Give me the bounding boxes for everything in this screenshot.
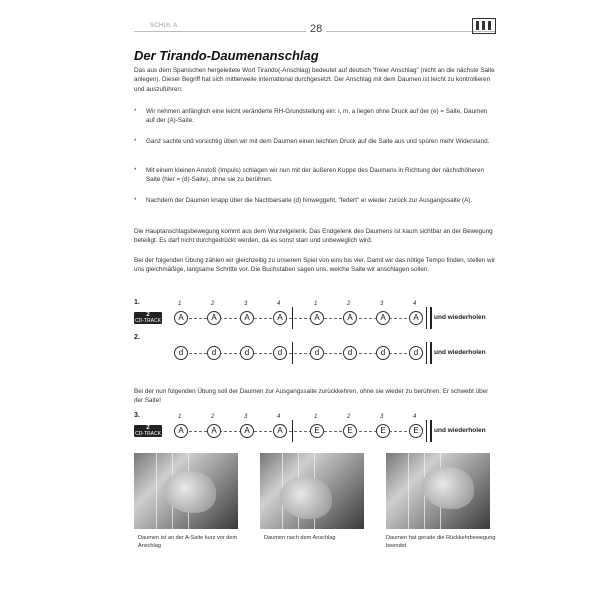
beat-count: 1 <box>314 414 318 420</box>
beat-count: 4 <box>413 414 417 420</box>
beat-count: 3 <box>380 414 384 420</box>
string-note: A <box>207 311 221 325</box>
exercise-3 <box>134 412 496 444</box>
beat-count: 4 <box>413 301 417 307</box>
photo-thumb-before-stroke <box>134 453 238 529</box>
bullet-star: * <box>134 138 137 145</box>
cd-track-icon <box>134 312 162 324</box>
photo-thumb-after-stroke <box>260 453 364 529</box>
beat-count: 2 <box>211 414 215 420</box>
exercise-number: 1. <box>134 299 140 306</box>
measure-bar <box>292 342 293 364</box>
repeat-label: und wiederholen <box>434 427 486 434</box>
string-note: E <box>376 424 390 438</box>
beat-count: 4 <box>277 301 281 307</box>
page-title: Der Tirando-Daumenanschlag <box>134 48 319 63</box>
photo-thumb-return <box>386 453 490 529</box>
string-note: A <box>273 311 287 325</box>
cd-track-label: CD-TRACK <box>135 431 161 437</box>
intro-paragraph: Das aus dem Spanischen hergeleitete Wort Tirando(-Anschlag) bedeutet auf deutsch "freier Anschlag" (nicht an die nächste Saite anlegen). Dieser Begriff hat sich mittlerweile international durchgesetzt. Der Anschlag mit dem Daumen ist leicht zu kontrollieren und auszuführen: <box>134 67 495 93</box>
string-note: d <box>207 346 221 360</box>
string-note: d <box>240 346 254 360</box>
bullet-text: Mit einem kleinen Anstoß (Impuls) schlagen wir nun mit der äußeren Kuppe des Daumens in Richtung der nächsthöheren Saite (hier = (d)-Saite), ohne sie zu berühren. <box>146 167 485 184</box>
photo-caption: Daumen ist an der A-Saite kurz vor dem Anschlag <box>138 535 238 549</box>
string-note: A <box>174 424 188 438</box>
beat-count: 2 <box>211 301 215 307</box>
string-note: d <box>174 346 188 360</box>
repeat-label: und wiederholen <box>434 349 486 356</box>
publisher-logo-icon <box>472 18 496 34</box>
bullet-text: Ganz sachte und vorsichtig üben wir mit dem Daumen einen leichten Druck auf die Saite aus und spüren mehr Widerstand. <box>146 138 490 145</box>
string-note: E <box>343 424 357 438</box>
beat-count: 1 <box>178 414 182 420</box>
bullet-star: * <box>134 197 137 204</box>
final-barline <box>426 342 432 364</box>
exercise-number: 2. <box>134 334 140 341</box>
string-note: d <box>273 346 287 360</box>
page-header <box>134 16 496 40</box>
exercise-number: 3. <box>134 412 140 419</box>
string-note: d <box>409 346 423 360</box>
measure-bar <box>292 420 293 442</box>
beat-count: 2 <box>347 414 351 420</box>
beat-count: 1 <box>178 301 182 307</box>
photo-caption: Daumen hat gerade die Rückkehrbewegung beendet <box>386 535 496 549</box>
final-barline <box>426 420 432 442</box>
string-note: A <box>174 311 188 325</box>
beat-count: 4 <box>277 414 281 420</box>
string-note: A <box>376 311 390 325</box>
string-note: E <box>409 424 423 438</box>
string-note: A <box>409 311 423 325</box>
cd-track-number: 2 <box>146 425 150 431</box>
string-note: A <box>273 424 287 438</box>
beat-count: 1 <box>314 301 318 307</box>
cd-track-icon <box>134 425 162 437</box>
string-note: A <box>240 424 254 438</box>
final-barline <box>426 307 432 329</box>
photo-caption: Daumen nach dem Anschlag <box>264 535 336 541</box>
string-note: d <box>376 346 390 360</box>
paragraph-4: Bei der nun folgenden Übung soll der Daumen zur Ausgangssaite zurückkehren, ohne sie wieder zu berühren. Er schwebt über der Saite! <box>134 388 489 405</box>
measure-bar <box>292 307 293 329</box>
string-note: A <box>207 424 221 438</box>
beat-count: 2 <box>347 301 351 307</box>
string-note: A <box>310 311 324 325</box>
paragraph-2: Die Hauptanschlagsbewegung kommt aus dem Wurzelgelenk. Das Endgelenk des Daumens ist kaum sichtbar an der Bewegung beteiligt. Es darf nicht durchgedrückt werden, da es sonst starr und unbeweglich wird. <box>134 228 493 245</box>
bullet-star: * <box>134 108 137 115</box>
bullet-text: Wir nehmen anfänglich eine leicht veränderte RH-Grundstellung ein: i, m, a liegen ohne Druck auf der (e) = Saite, Daumen auf der (A)-Saite. <box>146 108 488 125</box>
series-label: SCHUL A <box>150 23 178 29</box>
paragraph-3: Bei der folgenden Übung zählen wir gleichzeitig zu unserem Spiel von eins bis vier. Damit wir das nötige Tempo finden, stellen wir uns gleichmäßige, langsame Schritte vor. Die Buchstaben sagen uns, welche Saite wir anschlagen sollen. <box>134 257 496 274</box>
page-number: 28 <box>306 23 326 35</box>
beat-count: 3 <box>380 301 384 307</box>
exercise-2 <box>134 334 496 366</box>
string-note: d <box>310 346 324 360</box>
bullet-text: Nachdem der Daumen knapp über die Nachbarsaite (d) hinweggeht, "federt" er wieder zurück zur Ausgangssaite (A). <box>146 197 473 204</box>
exercise-1 <box>134 299 496 331</box>
cd-track-label: CD-TRACK <box>135 318 161 324</box>
string-note: d <box>343 346 357 360</box>
string-note: A <box>343 311 357 325</box>
repeat-label: und wiederholen <box>434 314 486 321</box>
string-note: A <box>240 311 254 325</box>
bullet-star: * <box>134 167 137 174</box>
string-note: E <box>310 424 324 438</box>
cd-track-number: 2 <box>146 312 150 318</box>
beat-count: 3 <box>244 414 248 420</box>
beat-count: 3 <box>244 301 248 307</box>
